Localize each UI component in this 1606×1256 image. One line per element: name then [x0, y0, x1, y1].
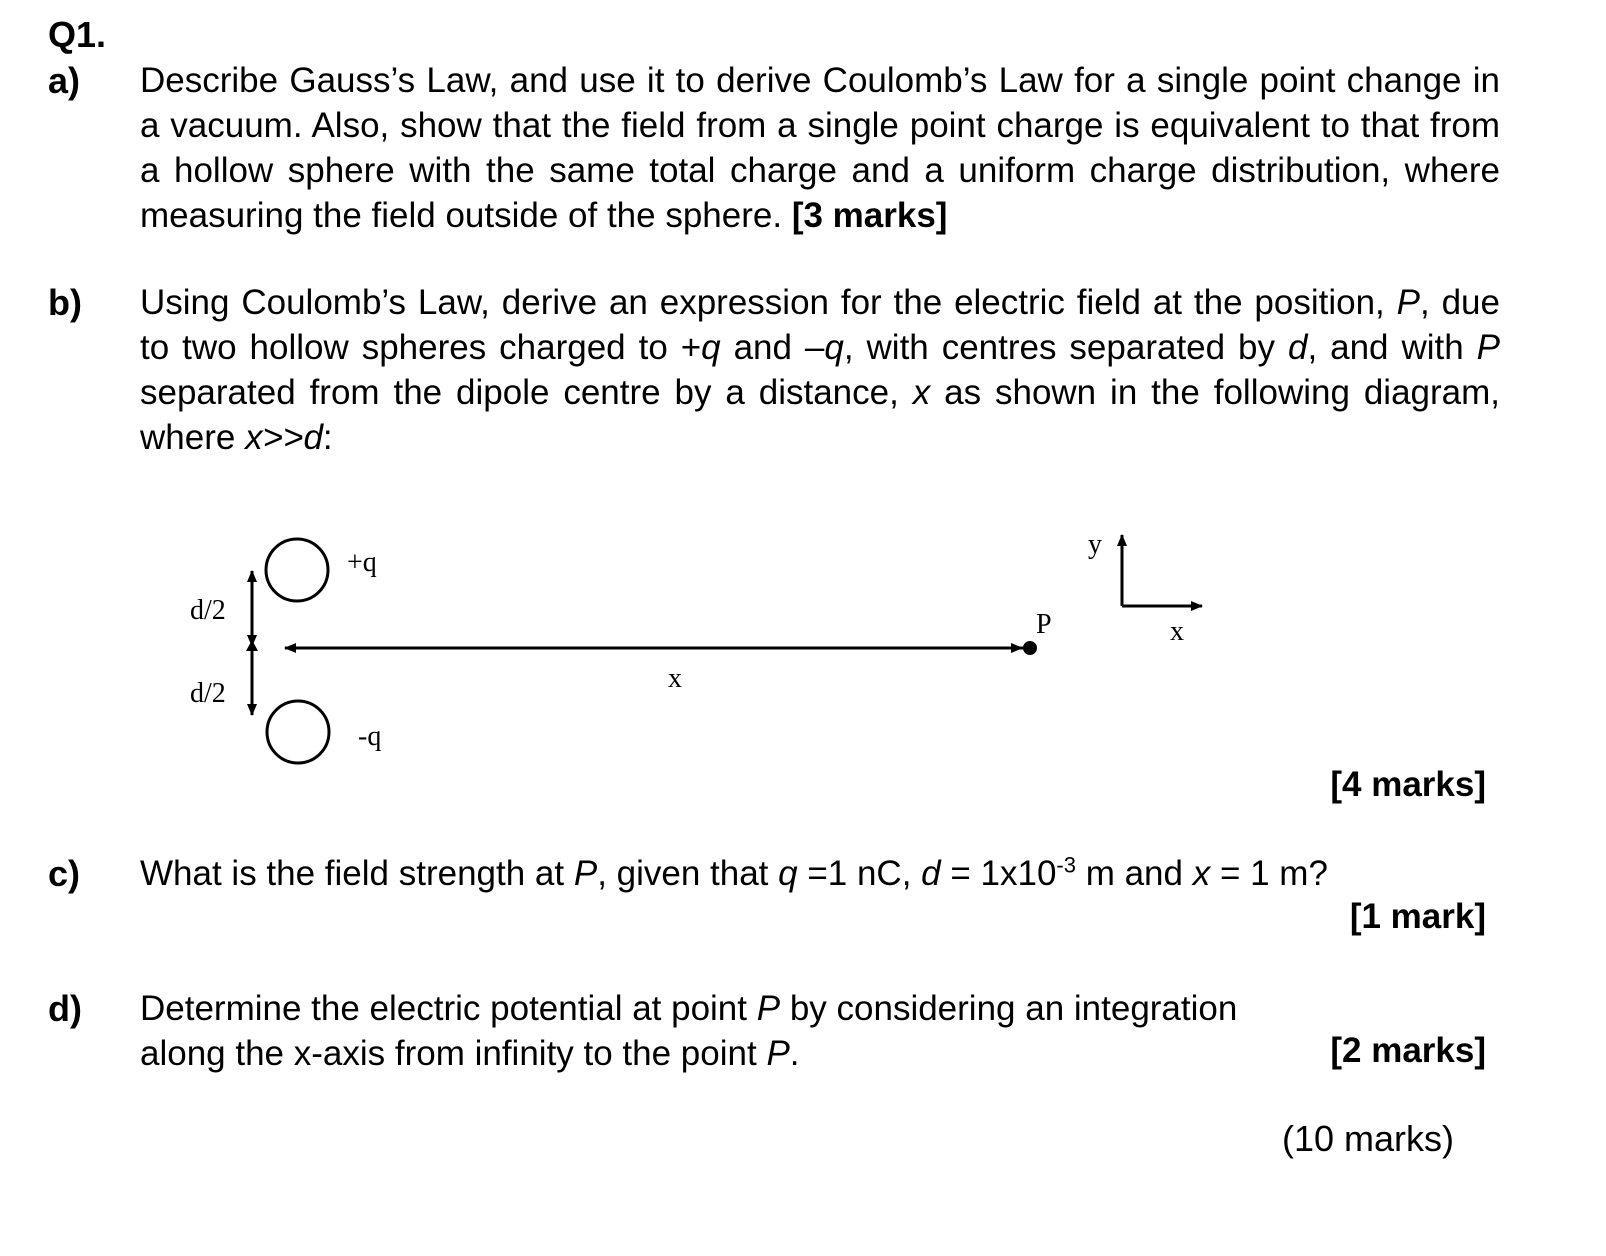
- d-half-bottom-label: d/2: [190, 678, 226, 709]
- var-x: x: [912, 373, 931, 412]
- part-c-t2: , given that: [597, 854, 779, 893]
- positive-sphere: [266, 539, 328, 601]
- part-c-t1: What is the field strength at: [140, 854, 574, 893]
- part-d-t2: by considering an integration along the x-axis from infinity to the point: [140, 989, 1238, 1073]
- var-P: P: [1396, 283, 1420, 322]
- part-d-t1: Determine the electric potential at point: [140, 989, 757, 1028]
- var-d: d: [1287, 328, 1308, 367]
- part-c-marks: [1 mark]: [1349, 897, 1486, 936]
- var-q: q: [778, 854, 798, 893]
- var-q: q: [701, 328, 721, 367]
- d-half-bottom-arrowhead: [246, 640, 258, 651]
- exponent: -3: [1056, 852, 1076, 878]
- part-b-t6: separated from the dipole centre by a distance,: [140, 373, 913, 412]
- part-d-label: d): [48, 988, 82, 1029]
- part-c-text: [140, 851, 1500, 896]
- part-b-t3: and –: [720, 328, 825, 367]
- part-b-t8: :: [322, 418, 333, 457]
- var-P: P: [1476, 328, 1500, 367]
- part-a-body: Describe Gauss’s Law, and use it to derive Coulomb’s Law for a single point change in a vacuum. Also, show that the field from a single point charge is equivalent to that from a hollow sphere with the same total charge and a uniform charge distribution, where measuring the field outside of the sphere.: [140, 61, 1500, 235]
- var-q: q: [824, 328, 844, 367]
- part-a-label: a): [48, 60, 81, 101]
- part-b-t2: , due to two hollow spheres charged to +: [140, 283, 1500, 367]
- x-axis-label: x: [1170, 616, 1184, 647]
- x-distance-label: x: [668, 663, 682, 694]
- part-a-marks: [3 marks]: [791, 196, 948, 235]
- negative-sphere: [267, 701, 329, 763]
- part-b-t4: , with centres separated by: [843, 328, 1288, 367]
- part-c-label: c): [48, 853, 81, 894]
- part-b-t5: , and with: [1307, 328, 1477, 367]
- part-d-marks: [2 marks]: [1330, 1031, 1486, 1070]
- point-P-label: P: [1036, 609, 1052, 640]
- question-number: Q1.: [48, 14, 107, 55]
- y-axis-label: y: [1088, 529, 1102, 560]
- part-b-text: [140, 280, 1500, 460]
- part-b-t1: Using Coulomb’s Law, derive an expression for the electric field at the position,: [140, 283, 1385, 322]
- part-a-text: [140, 58, 1500, 238]
- part-c-t4: = 1x10: [940, 854, 1057, 893]
- part-c-t6: = 1 m?: [1210, 854, 1328, 893]
- var-P: P: [766, 1034, 790, 1073]
- total-marks: (10 marks): [1282, 1118, 1455, 1159]
- d-half-top-label: d/2: [190, 595, 226, 626]
- part-b-label: b): [48, 282, 82, 323]
- part-b-t7: as shown in the following diagram, where: [140, 373, 1500, 457]
- point-P-dot: [1023, 641, 1037, 655]
- plus-q-label: +q: [347, 547, 377, 578]
- var-P: P: [756, 989, 781, 1028]
- var-x: x: [1192, 854, 1211, 893]
- part-b-marks: [4 marks]: [1330, 765, 1486, 804]
- var-x-much-greater-d: x>>d: [245, 418, 323, 457]
- minus-q-label: -q: [358, 721, 382, 752]
- dipole-diagram: [170, 515, 1250, 775]
- part-d-text: [140, 986, 1312, 1076]
- var-d: d: [921, 854, 941, 893]
- part-c-t3: =1 nC,: [797, 854, 922, 893]
- part-c-t5: m and: [1075, 854, 1193, 893]
- var-P: P: [573, 854, 598, 893]
- part-d-t3: .: [789, 1034, 800, 1073]
